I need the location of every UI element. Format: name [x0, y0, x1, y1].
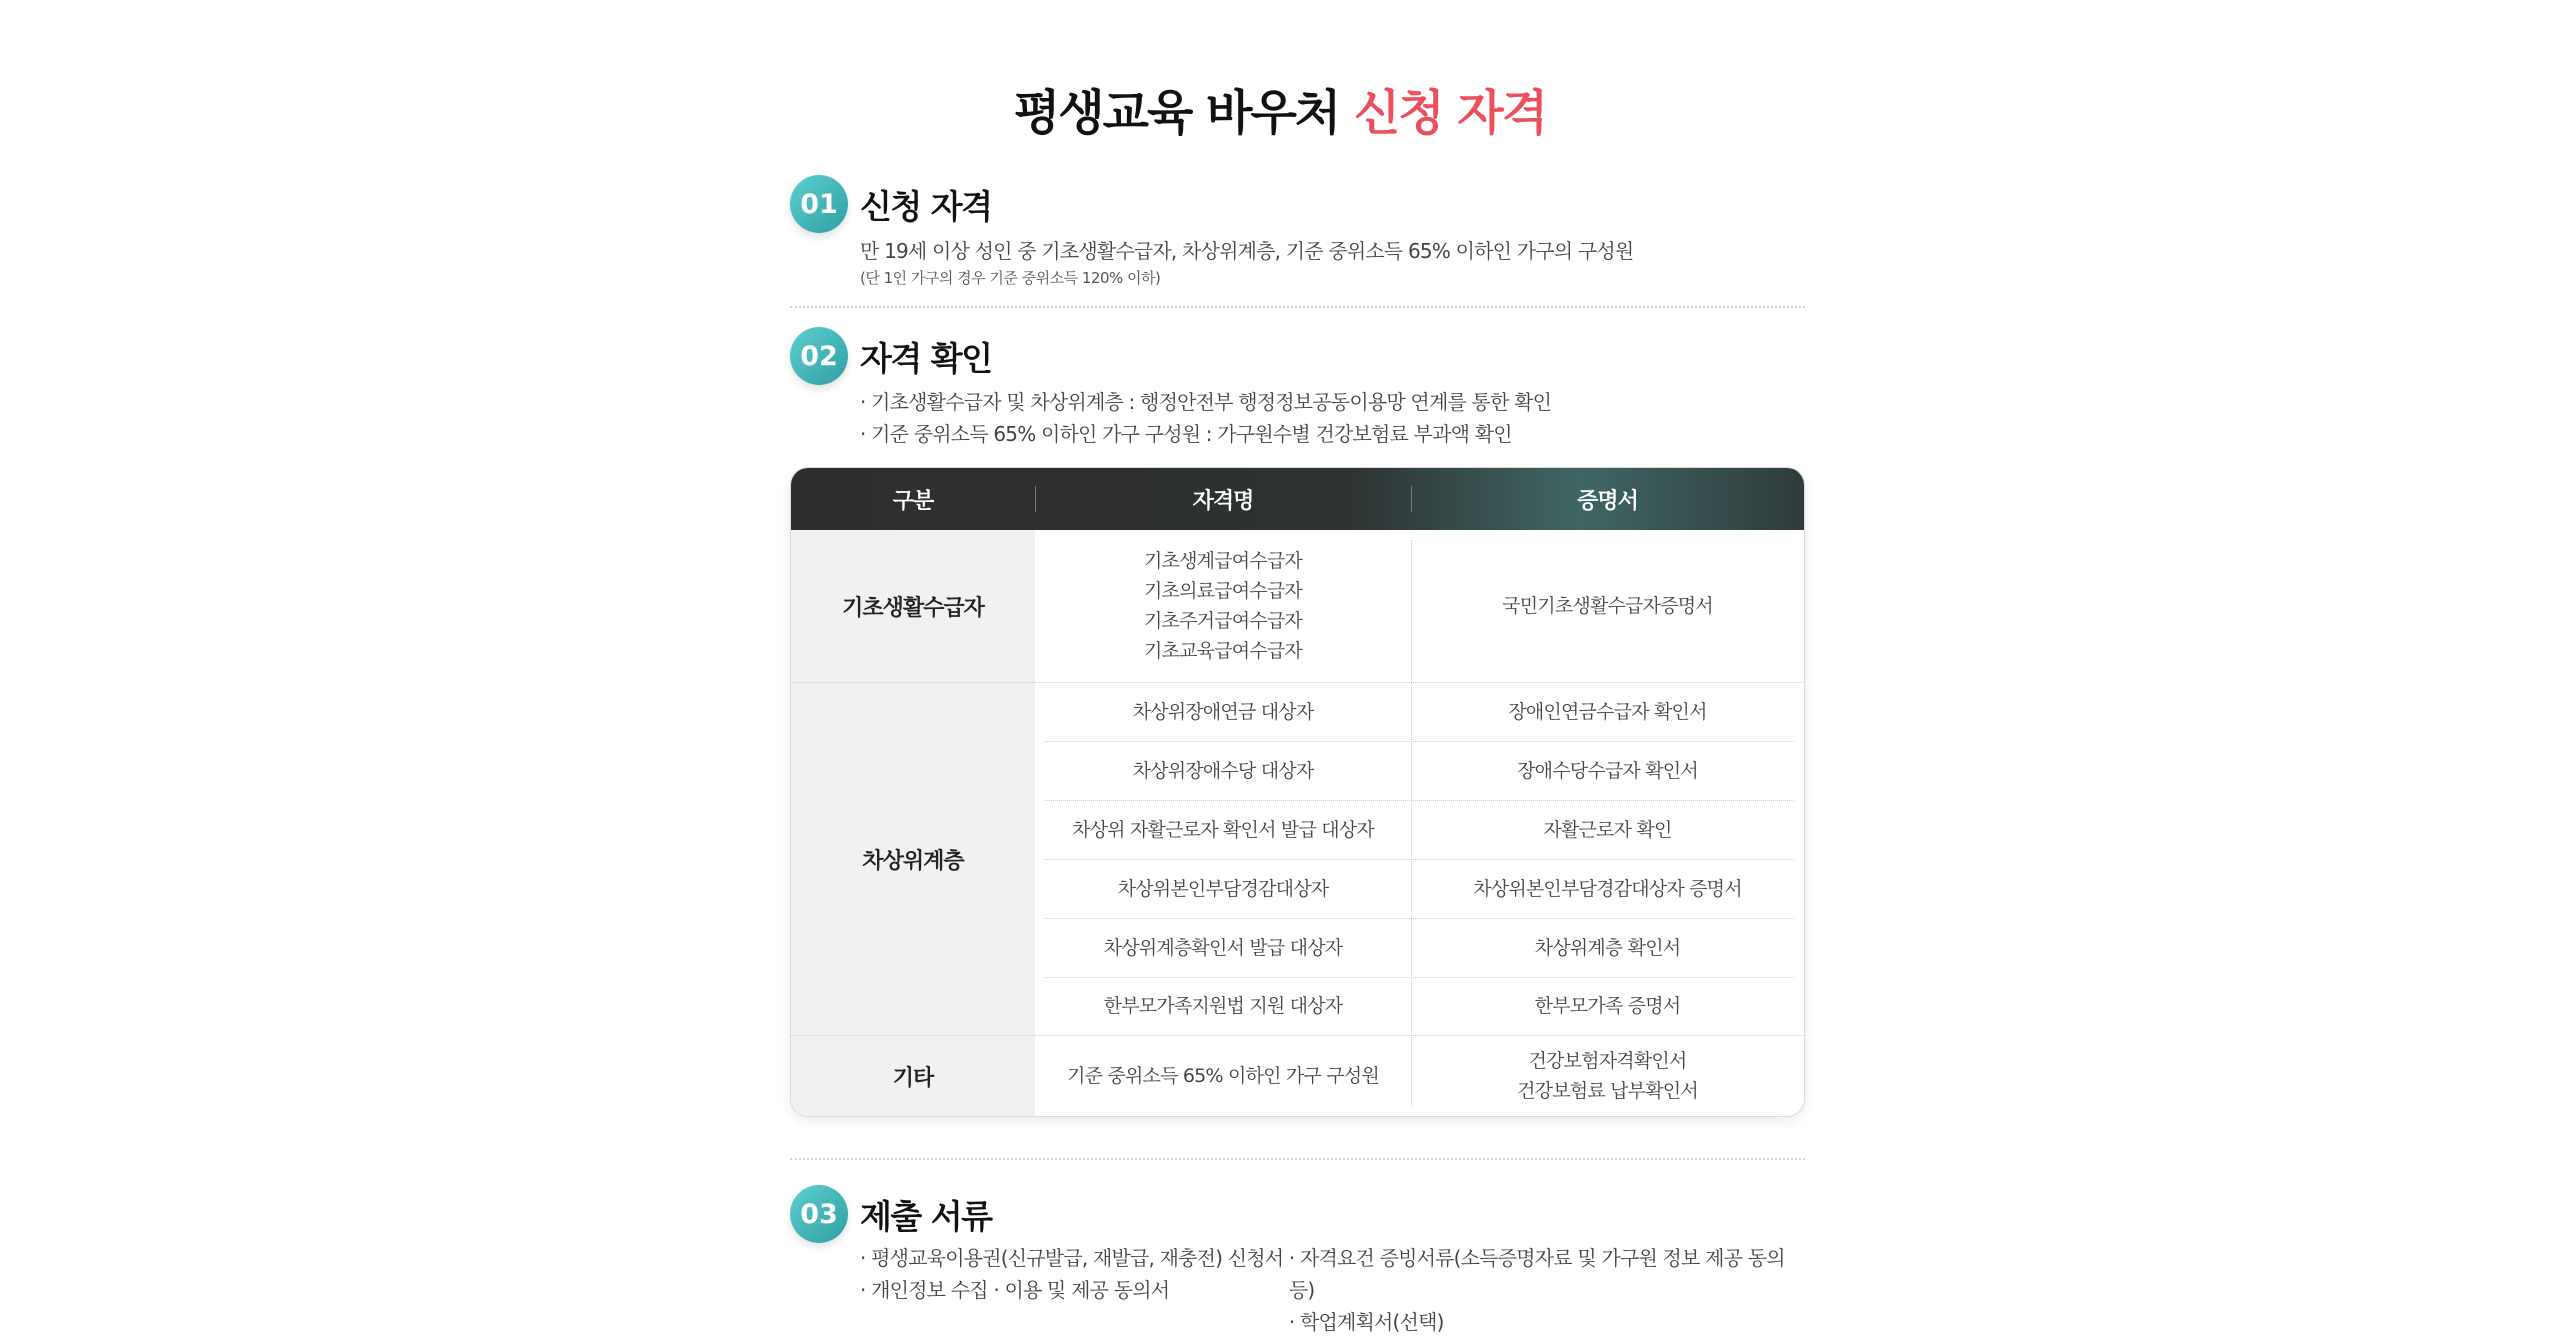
certificate-item: 건강보험료 납부확인서	[1517, 1079, 1698, 1102]
qualification-cell: 차상위계층확인서 발급 대상자	[1103, 936, 1343, 959]
verification-bullet: · 기초생활수급자 및 차상위계층 : 행정안전부 행정정보공동이용망 연계를 통한 확인	[860, 390, 1552, 414]
qualification-item: 기초주거급여수급자	[1144, 610, 1302, 632]
qualification-cell: 차상위장애연금 대상자	[1132, 700, 1314, 723]
qualification-item: 기초교육급여수급자	[1144, 640, 1302, 662]
certificate-cell: 차상위본인부담경감대상자 증명서	[1473, 877, 1742, 900]
section-divider	[790, 1158, 1805, 1160]
documents-right-column	[1289, 1242, 1805, 1338]
table-header	[791, 468, 1804, 530]
certificate-cell: 자활근로자 확인	[1543, 818, 1672, 841]
qualification-cell: 한부모가족지원법 지원 대상자	[1103, 995, 1343, 1017]
section-title: 제출 서류	[860, 1196, 992, 1236]
section-number-badge: 03	[790, 1185, 848, 1243]
certificate-cell: 차상위계층 확인서	[1534, 936, 1681, 959]
document-bullet: · 평생교육이용권(신규발급, 재발급, 재충전) 신청서	[860, 1246, 1284, 1270]
qualification-cell	[1035, 530, 1411, 682]
header-qualification: 자격명	[1192, 488, 1254, 514]
certificate-item: 국민기초생활수급자증명서	[1502, 595, 1713, 617]
qualification-cell: 차상위장애수당 대상자	[1132, 759, 1314, 782]
eligibility-text: 만 19세 이상 성인 중 기초생활수급자, 차상위계층, 기준 중위소득 65% 이하인 가구의 구성원	[860, 239, 1634, 263]
section-divider	[790, 306, 1805, 308]
category-cell: 기타	[791, 1035, 1035, 1117]
document-bullet: · 학업계획서(선택)	[1288, 1310, 1444, 1334]
page-title-main: 평생교육 바우처	[1013, 85, 1340, 141]
qualification-item: 기초의료급여수급자	[1144, 580, 1302, 602]
certificate-cell: 장애인연금수급자 확인서	[1508, 700, 1707, 723]
documents-left-column	[860, 1242, 1289, 1338]
page-title	[0, 80, 2560, 146]
verification-bullet: · 기준 중위소득 65% 이하인 가구 구성원 : 가구원수별 건강보험료 부과액 확인	[860, 422, 1512, 446]
category-cell: 차상위계층	[791, 682, 1035, 1036]
header-certificate: 증명서	[1577, 488, 1638, 514]
certificate-cell	[1411, 1035, 1804, 1116]
section-verification	[790, 328, 1805, 450]
qualification-cell: 차상위 자활근로자 확인서 발급 대상자	[1072, 818, 1374, 841]
certificate-cell	[1411, 530, 1804, 682]
document-bullet: · 자격요건 증빙서류(소득증명자료 및 가구원 정보 제공 동의 등)	[1288, 1246, 1785, 1302]
qualification-item: 기초생계급여수급자	[1144, 550, 1302, 572]
page-title-accent: 신청 자격	[1353, 85, 1547, 141]
certificate-cell: 장애수당수급자 확인서	[1517, 759, 1698, 782]
qualification-cell: 기준 중위소득 65% 이하인 가구 구성원	[1067, 1064, 1379, 1087]
section-title: 자격 확인	[860, 338, 992, 378]
document-bullet: · 개인정보 수집 · 이용 및 제공 동의서	[860, 1278, 1170, 1302]
section-number-badge: 01	[790, 175, 848, 233]
section-title: 신청 자격	[860, 186, 992, 226]
qualification-cell: 차상위본인부담경감대상자	[1117, 877, 1329, 900]
eligibility-note: (단 1인 가구의 경우 기준 중위소득 120% 이하)	[860, 269, 1161, 287]
section-eligibility	[790, 176, 1805, 290]
certificate-item: 건강보험자격확인서	[1528, 1049, 1687, 1072]
category-cell: 기초생활수급자	[791, 530, 1035, 682]
eligibility-table	[790, 467, 1805, 1117]
section-number-badge: 02	[790, 327, 848, 385]
header-category: 구분	[892, 488, 934, 514]
certificate-cell: 한부모가족 증명서	[1534, 995, 1681, 1017]
section-documents	[790, 1186, 1805, 1338]
